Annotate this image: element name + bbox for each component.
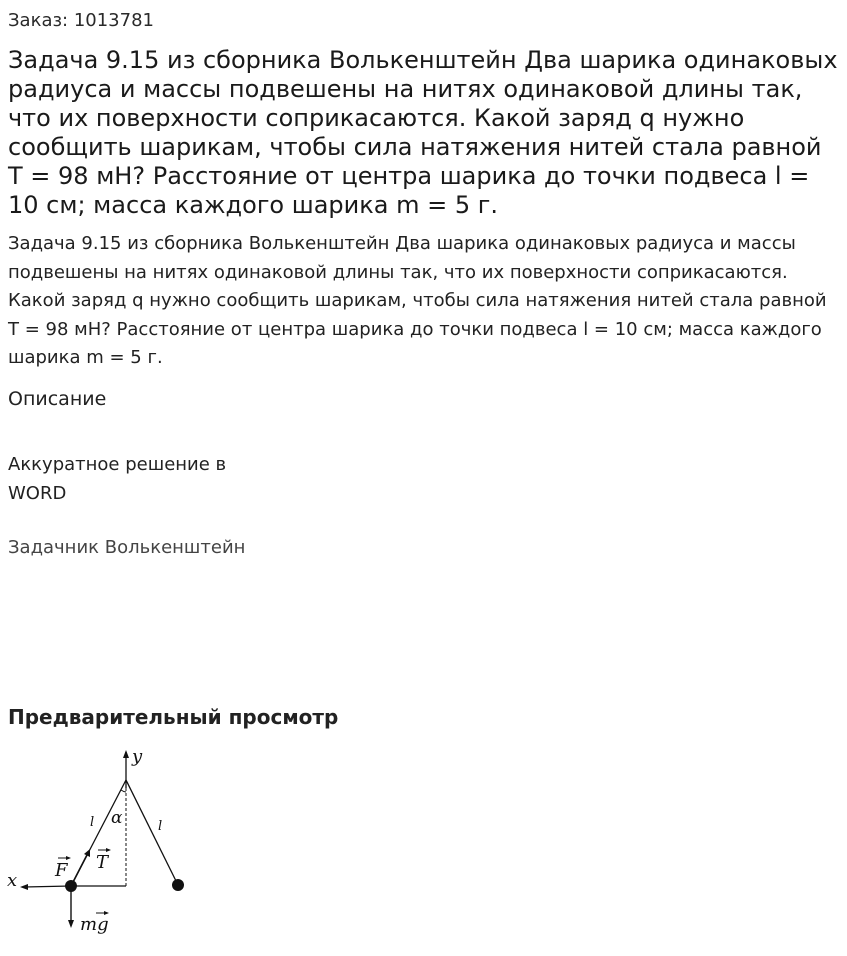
x-axis-arrow — [20, 884, 28, 890]
y-axis-arrow — [123, 750, 129, 758]
description-label: Описание — [8, 388, 107, 410]
l-left-label: l — [90, 815, 95, 830]
tension-vector-head — [106, 848, 111, 852]
force-f-label: F — [55, 860, 68, 881]
gravity-arrow-head — [68, 920, 74, 928]
force-f-vector-head — [66, 856, 71, 860]
x-axis-line — [24, 886, 71, 887]
thread-right — [126, 780, 178, 885]
y-axis-label: y — [132, 746, 143, 767]
task-title: Задача 9.15 из сборника Волькенштейн Два шарика одинаковых радиуса и массы подвешены на нитях одинаковой длины так, что их поверхности соприкасаются. Какой заряд q нужно сообщить шарикам, чтобы сила натяжения нитей стала равной T = 98 мН? Расстояние от центра шарика до точки подвеса l = 10 см; масса каждого шарика m = 5 г. — [8, 46, 838, 219]
preview-title: Предварительный просмотр — [8, 705, 339, 729]
ball-left — [65, 880, 77, 892]
alpha-label: α — [111, 808, 123, 828]
description-text: Аккуратное решение в WORD — [8, 454, 227, 504]
task-lead-text: Задача 9.15 из сборника Волькенштейн Два шарика одинаковых радиуса и массы подвешены на нитях одинаковой длины так, что их поверхности соприкасаются. Какой заряд q нужно сообщить шарикам, чтобы сила натяжения нитей стала равной T = 98 мН? Расстояние от центра шарика до точки подвеса l = 10 см; масса каждого шарика m = 5 г. — [8, 233, 827, 368]
ball-right — [172, 879, 184, 891]
tension-t-label: T — [96, 852, 109, 873]
gravity-mg-label: mg — [80, 914, 109, 935]
order-number: Заказ: 1013781 — [8, 10, 154, 31]
alpha-arc — [121, 790, 126, 792]
x-axis-label: x — [7, 870, 18, 891]
problem-book-link[interactable]: Задачник Волькенштейн — [8, 537, 246, 558]
preview-diagram — [0, 740, 200, 940]
l-right-label: l — [158, 819, 163, 834]
